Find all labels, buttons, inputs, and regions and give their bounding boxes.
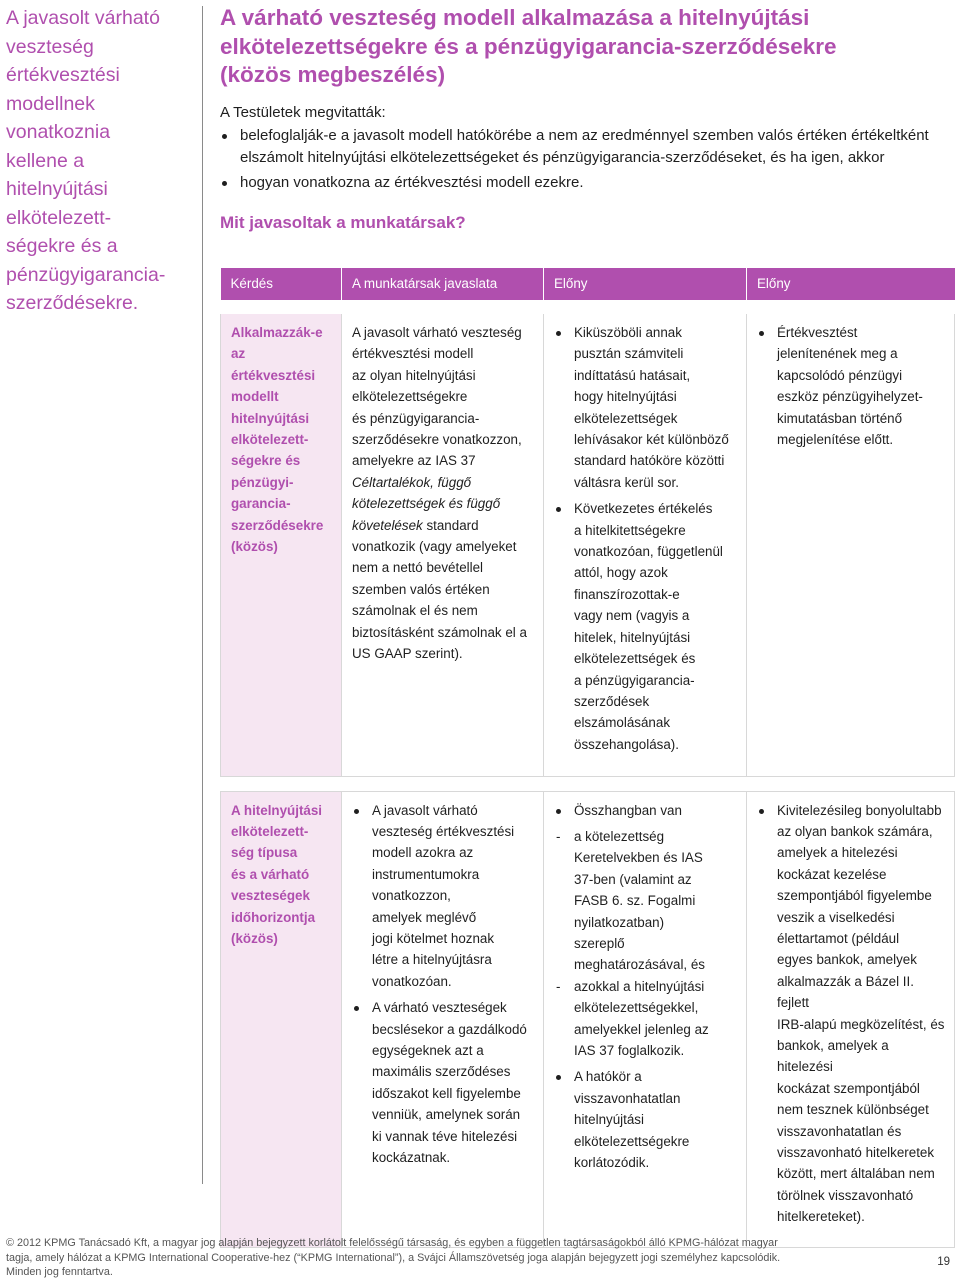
proposal-table xyxy=(220,268,955,1248)
table-spacer xyxy=(221,776,955,791)
proposal-text-part: A javasolt várható veszteség értékvesztési modell az olyan hitelnyújtási elkötelezettségekre és pénzügyigarancia- szerződésekre vonatkozzon, amelyekre az IAS 37 xyxy=(352,325,522,469)
proposal-text xyxy=(352,322,537,665)
table-row xyxy=(221,791,955,1247)
intro-block xyxy=(220,102,956,194)
intro-text: A Testületek megvitatták: xyxy=(220,103,386,121)
list-item: Összhangban van xyxy=(554,800,740,821)
dash-item: - azokkal a hitelnyújtási elkötelezettségekkel, amelyekkel jelenleg az IAS 37 foglalkozik. xyxy=(554,976,740,1062)
standard-title: Céltartalékok, függő kötelezettségek és függő követelések xyxy=(352,474,501,533)
advantage-cell xyxy=(544,791,747,1247)
header-advantage: Előny xyxy=(747,268,955,300)
dash-item: - a kötelezettség Keretelvekben és IAS 37-ben (valamint az FASB 6. sz. Fogalmi nyilatkozatban) szereplő meghatározásával, és xyxy=(554,826,740,976)
list-item: Kiküszöböli annak pusztán számviteli indíttatású hatásait, hogy hitelnyújtási elkötelezettségek lehívásakor két különböző standard hatóköre közötti váltásra kerül sor. xyxy=(554,322,740,493)
advantage-cell xyxy=(747,314,955,776)
table-spacer xyxy=(221,300,955,314)
header-advantage: Előny xyxy=(544,268,747,300)
sidebar-heading: A javasolt várható veszteség értékvesztési modellnek vonatkoznia kellene a hitelnyújtási elkötelezett- ségekre és a pénzügyigarancia- szerződésekre. xyxy=(6,7,166,314)
list-item: Kivitelezésileg bonyolultabb az olyan bankok számára, amelyek a hitelezési kockázat kezelése szempontjából figyelembe veszik a viselkedési élettartamot (például egyes bankok, amelyek alkalmazzák a Bázel II. fejlett IRB-alapú megközelítést, és bankok, amelyek a hitelezési kockázat szempontjából nem tesznek különbséget visszavonhatatlan és visszavonható hitelkeretek között, mert általában nem törölnek visszavonható hitelkereteket). xyxy=(757,800,948,1228)
question-cell xyxy=(221,791,342,1247)
intro-bullet: hogyan vonatkozna az értékvesztési modell ezekre. xyxy=(220,172,956,194)
question-text: A hitelnyújtási elkötelezett- ség típusa és a várható veszteségek időhorizontja (közös) xyxy=(231,802,323,946)
table-row xyxy=(221,314,955,776)
vertical-divider xyxy=(202,6,203,1184)
table-header-row xyxy=(221,268,955,300)
list-item: A javasolt várható veszteség értékvesztési modell azokra az instrumentumokra vonatkozzon, amelyek meglévő jogi kötelmet hoznak létre a hitelnyújtásra vonatkozóan. xyxy=(352,800,537,993)
list-item: A várható veszteségek becslésekor a gazdálkodó egységeknek azt a maximális szerződéses időszakot kell figyelembe venniük, amelynek során ki vannak téve hitelezési kockázatnak. xyxy=(352,997,537,1168)
footer-copyright: © 2012 KPMG Tanácsadó Kft, a magyar jog alapján bejegyzett korlátolt felelősségű társaság, és egyben a független tagtársaságokból álló KPMG-hálózat magyar tagja, amely hálózat a KPMG International Cooperative-hez (“KPMG International”), a Svájci Államszövetség joga alapján bejegyzett jogi személyhez kapcsolódik. Minden jog fenntartva. xyxy=(6,1237,781,1278)
question-cell xyxy=(221,314,342,776)
page-number: 19 xyxy=(937,1256,950,1268)
question-text: Alkalmazzák-e az értékvesztési modellt hitelnyújtási elkötelezett- ségekre és pénzügyi- garancia- szerződésekre (közös) xyxy=(231,325,324,555)
list-item: Következetes értékelés a hitelkitettségekre vonatkozóan, függetlenül attól, hogy azok finanszírozottak-e vagy nem (vagyis a hitelek, hitelnyújtási elkötelezettségek és a pénzügyigarancia- szerződések elszámolásának összehangolása). xyxy=(554,498,740,755)
header-question: Kérdés xyxy=(221,268,342,300)
main-content xyxy=(220,4,956,234)
header-proposal: A munkatársak javaslata xyxy=(342,268,544,300)
proposal-cell xyxy=(342,314,544,776)
advantage-cell xyxy=(544,314,747,776)
advantage-cell xyxy=(747,791,955,1247)
proposal-text-part: standard vonatkozik (vagy amelyeket nem a nettó bevétellel szemben valós értéken számolnak el és nem biztosításként számolnak el a US GAAP szerint). xyxy=(352,517,527,662)
page-title: A várható veszteség modell alkalmazása a hitelnyújtási elkötelezettségekre és a pénzügyigarancia-szerződésekre (közös megbeszélés) xyxy=(220,5,837,87)
proposal-cell xyxy=(342,791,544,1247)
list-item: Értékvesztést jelenítenének meg a kapcsolódó pénzügyi eszköz pénzügyihelyzet- kimutatásban történő megjelenítése előtt. xyxy=(757,322,948,450)
list-item: A hatókör a visszavonhatatlan hitelnyújtási elkötelezettségekre korlátozódik. xyxy=(554,1066,740,1173)
intro-bullet: belefoglalják-e a javasolt modell hatókörébe a nem az eredménnyel szemben valós értéken értékeltként elszámolt hitelnyújtási elkötelezettségeket és pénzügyigarancia-szerződéseket, és ha igen, akkor xyxy=(220,125,956,169)
section-subheading: Mit javasoltak a munkatársak? xyxy=(220,212,466,232)
